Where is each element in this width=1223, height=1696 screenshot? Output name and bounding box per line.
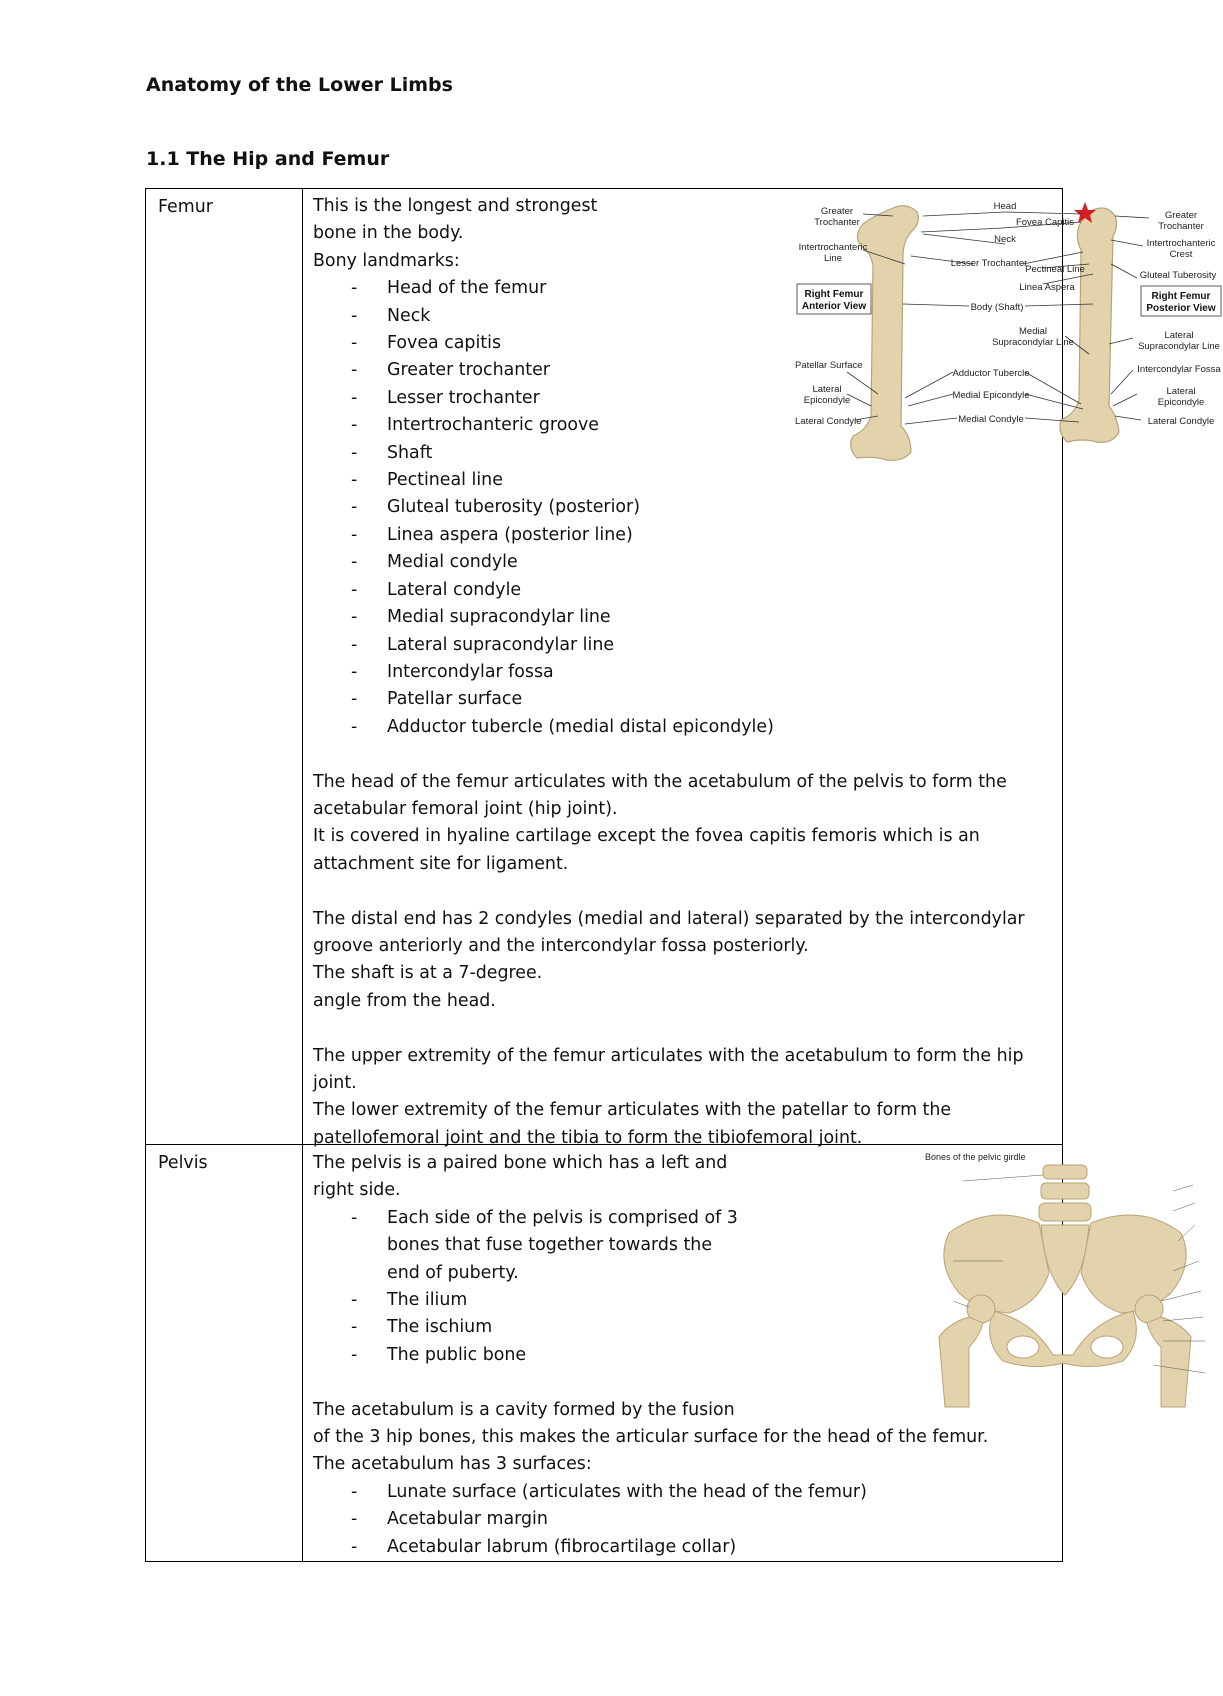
- pelvis-row: [146, 1145, 1063, 1562]
- paragraph-line: acetabular femoral joint (hip joint).: [313, 798, 618, 819]
- landmark-item: - Linea aspera (posterior line): [313, 522, 1062, 549]
- diagram-label: Medial: [1019, 326, 1047, 337]
- femur-paragraph-1: [313, 769, 1062, 879]
- femur-row: [146, 189, 1063, 1145]
- femur-intro-line: This is the longest and strongest: [313, 196, 598, 216]
- paragraph-line: The head of the femur articulates with the acetabulum of the pelvis to form the: [313, 771, 1007, 792]
- right-femur: [1147, 1317, 1191, 1407]
- diagram-label: Fovea Capitis: [1015, 217, 1075, 228]
- paragraph-line: The acetabulum is a cavity formed by the fusion: [313, 1399, 735, 1420]
- landmark-item: - Lateral condyle: [313, 577, 1062, 604]
- femur-diagram: [793, 194, 1223, 444]
- list-item: - The ischium: [313, 1314, 1062, 1341]
- pelvis-diagram: [923, 1151, 1223, 1411]
- ilium-right: [1081, 1215, 1186, 1313]
- paragraph-line: patellofemoral joint and the tibia to form the tibiofemoral joint.: [313, 1127, 863, 1148]
- landmark-item: - Pectineal line: [313, 467, 1062, 494]
- diagram-label: Pectineal Line: [1025, 264, 1085, 275]
- landmark-item: - Neck: [313, 303, 1062, 330]
- list-item: - The public bone: [313, 1342, 1062, 1369]
- sacrum: [1041, 1225, 1089, 1295]
- section-title: 1.1 The Hip and Femur: [146, 148, 390, 170]
- diagram-title: Posterior View: [1146, 303, 1216, 314]
- paragraph-line: The acetabulum has 3 surfaces:: [313, 1454, 592, 1475]
- paragraph-line: attachment site for ligament.: [313, 853, 569, 874]
- landmark-item: - Gluteal tuberosity (posterior): [313, 494, 1062, 521]
- landmark-item: - Fovea capitis: [313, 330, 1062, 357]
- diagram-label: Trochanter: [1158, 221, 1204, 232]
- diagram-label: Lesser Trochanter: [950, 258, 1028, 269]
- list-item: - The ilium: [313, 1287, 1062, 1314]
- anatomy-table: [145, 188, 1221, 1562]
- diagram-label: Medial Epicondyle: [952, 390, 1030, 401]
- femur-label: Femur: [146, 189, 303, 1145]
- diagram-label: Intercondylar Fossa: [1137, 364, 1221, 375]
- ilium-left: [944, 1215, 1049, 1313]
- list-item: - Acetabular margin: [313, 1506, 1062, 1533]
- diagram-label: Neck: [994, 234, 1016, 245]
- paragraph-line: right side.: [313, 1180, 401, 1201]
- acetabulum-surface-list: [313, 1479, 1062, 1561]
- landmark-item: - Head of the femur: [313, 275, 1062, 302]
- diagram-label: Lateral Condyle: [1147, 416, 1215, 427]
- landmark-item: - Lesser trochanter: [313, 385, 1062, 412]
- femur-paragraph-2: [313, 906, 1062, 1016]
- diagram-label: Linea Aspera: [1019, 282, 1075, 293]
- diagram-label: Body (Shaft): [970, 302, 1024, 313]
- diagram-label: Medial Condyle: [958, 414, 1024, 425]
- diagram-label: Greater: [1164, 210, 1198, 221]
- paragraph-line: The distal end has 2 condyles (medial and lateral) separated by the intercondylar: [313, 908, 1025, 929]
- diagram-label: Lateral Condyle: [795, 416, 862, 427]
- list-item: - Lunate surface (articulates with the head of the femur): [313, 1479, 1062, 1506]
- diagram-label: Supracondylar Line: [992, 337, 1074, 348]
- landmark-item: - Shaft: [313, 440, 1062, 467]
- diagram-label: Lateral: [812, 384, 842, 395]
- paragraph-line: angle from the head.: [313, 990, 496, 1011]
- diagram-title: Right Femur: [1151, 291, 1211, 302]
- diagram-label: Head: [993, 201, 1017, 212]
- diagram-label: Gluteal Tuberosity: [1139, 270, 1217, 281]
- document-title: Anatomy of the Lower Limbs: [146, 74, 453, 96]
- paragraph-line: The upper extremity of the femur articulates with the acetabulum to form the hip: [313, 1045, 1024, 1066]
- femur-intro-line: bone in the body.: [313, 223, 464, 244]
- list-item: - Acetabular labrum (fibrocartilage collar): [313, 1534, 1062, 1561]
- list-item-line: bones that fuse together towards the: [387, 1235, 713, 1256]
- landmark-item: - Intertrochanteric groove: [313, 412, 1062, 439]
- left-femur: [939, 1317, 983, 1407]
- diagram-title: Right Femur: [804, 289, 864, 300]
- paragraph-line: It is covered in hyaline cartilage except the fovea capitis femoris which is an: [313, 826, 980, 847]
- diagram-label: Lateral: [1164, 330, 1194, 341]
- diagram-label: Greater: [820, 206, 854, 217]
- femur-content: [313, 189, 1221, 1148]
- list-item-line: end of puberty.: [387, 1262, 519, 1283]
- femur-intro-line: Bony landmarks:: [313, 250, 460, 271]
- pelvis-content: [313, 1145, 1062, 1561]
- paragraph-line: joint.: [313, 1072, 357, 1093]
- diagram-label: Line: [824, 253, 842, 264]
- paragraph-line: The lower extremity of the femur articulates with the patellar to form the: [313, 1100, 952, 1121]
- diagram-label: Supracondylar Line: [1138, 341, 1220, 352]
- paragraph-line: of the 3 hip bones, this makes the articular surface for the head of the femur.: [313, 1427, 989, 1448]
- landmark-item: - Medial condyle: [313, 549, 1062, 576]
- femur-posterior-bone: [1060, 208, 1119, 442]
- diagram-caption: Bones of the pelvic girdle: [925, 1152, 1026, 1162]
- diagram-label: Crest: [1169, 249, 1193, 260]
- diagram-label: Intertrochanteric: [1146, 238, 1216, 249]
- paragraph-line: The pelvis is a paired bone which has a left and: [313, 1153, 728, 1173]
- diagram-label: Adductor Tubercle: [952, 368, 1030, 379]
- landmark-item: - Medial supracondylar line: [313, 604, 1062, 631]
- paragraph-line: The shaft is at a 7-degree.: [313, 963, 543, 984]
- landmark-item: - Patellar surface: [313, 686, 1062, 713]
- diagram-label: Epicondyle: [1157, 397, 1205, 408]
- diagram-label: Patellar Surface: [795, 360, 863, 371]
- diagram-label: Epicondyle: [803, 395, 851, 406]
- landmark-item: - Lateral supracondylar line: [313, 632, 1062, 659]
- diagram-label: Lateral: [1166, 386, 1196, 397]
- landmark-item: - Intercondylar fossa: [313, 659, 1062, 686]
- pelvis-label: Pelvis: [146, 1145, 303, 1562]
- diagram-label: Trochanter: [814, 217, 860, 228]
- femur-paragraph-3: [313, 1043, 1062, 1153]
- landmark-item: - Adductor tubercle (medial distal epicondyle): [313, 714, 1062, 741]
- paragraph-line: groove anteriorly and the intercondylar fossa posteriorly.: [313, 935, 809, 956]
- list-item-line: - Each side of the pelvis is comprised of 3: [387, 1207, 738, 1228]
- diagram-title: Anterior View: [801, 301, 867, 312]
- diagram-label: Intertrochanteric: [798, 242, 868, 253]
- landmark-item: - Greater trochanter: [313, 357, 1062, 384]
